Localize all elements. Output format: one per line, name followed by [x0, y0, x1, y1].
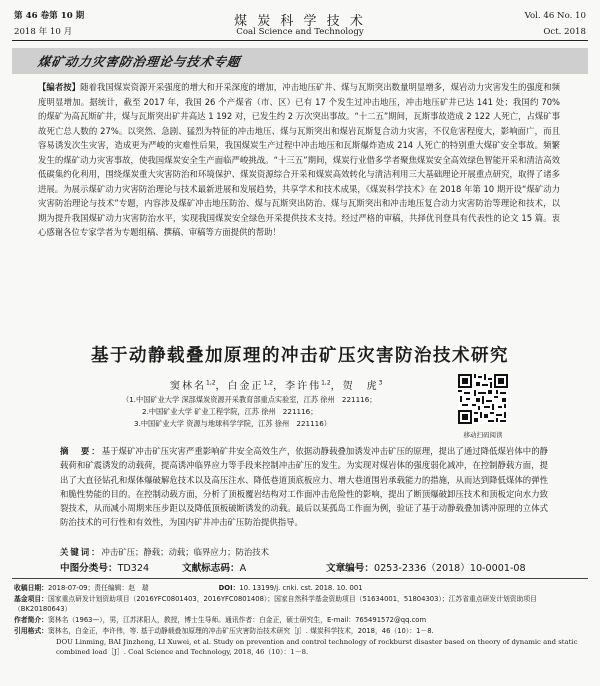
feature-banner-title: 煤矿动力灾害防治理论与技术专题 — [36, 54, 242, 69]
footnote-fund — [14, 594, 588, 615]
fund-label: 基金项目： — [14, 595, 48, 603]
footnote-citation-cn — [14, 626, 588, 636]
doi-label: DOI： — [218, 584, 240, 592]
author-separator: ， — [273, 381, 286, 392]
feature-banner — [12, 48, 588, 74]
article-no-label: 文章编号： — [326, 563, 374, 574]
header-date-cn: 2018 年 10 月 — [14, 27, 73, 37]
doc-code-label: 文献标志码： — [182, 563, 240, 574]
citation-label: 引用格式： — [14, 627, 48, 635]
qr-code-icon[interactable] — [458, 374, 508, 424]
author-bio-label: 作者简介： — [14, 616, 48, 624]
doc-code-value: A — [239, 563, 247, 574]
doi-value[interactable]: 10. 13199/j. cnki. cst. 2018. 10. 001 — [239, 584, 363, 592]
editor-note-tag: 【编者按】 — [38, 82, 81, 92]
affiliation-3: 3.中国矿业大学 资源与地球科学学院，江苏 徐州 221116） — [134, 419, 331, 428]
author-name: 李许伟 — [285, 381, 322, 392]
author-separator: ， — [330, 381, 343, 392]
header-journal-cn: 煤 炭 科 学 技 术 — [234, 14, 366, 29]
author-affiliation-mark: 1,2 — [263, 379, 274, 387]
author-separator: ， — [215, 381, 228, 392]
clc-number — [60, 560, 149, 574]
affiliation-2: 2.中国矿业大学 矿业工程学院，江苏 徐州 221116； — [142, 407, 318, 416]
abstract-label: 摘 要： — [60, 446, 102, 456]
header-volume-issue-en: Vol. 46 No. 10 — [524, 11, 586, 21]
affiliation-1: （1.中国矿业大学 深部煤炭资源开采教育部重点实验室，江苏 徐州 221116； — [122, 395, 377, 404]
abstract — [60, 444, 548, 530]
received-label: 收稿日期： — [14, 584, 48, 592]
author-name: 窦林名 — [170, 381, 206, 392]
article-title: 基于动静载叠加原理的冲击矿压灾害防治技术研究 — [91, 346, 509, 366]
clc-label: 中图分类号： — [60, 563, 118, 574]
article-no-value: 0253-2336（2018）10-0001-08 — [373, 563, 526, 574]
author-name: 贺 虎 — [342, 381, 379, 392]
author-bio-value: 窦林名（1963—），男，江苏沭阳人，教授，博士生导师。通讯作者：白金正，硕士研究生，E-mail：765491572@qq.com — [47, 616, 427, 624]
citation-cn-value: 窦林名，白金正，李许伟，等. 基于动静载叠加原理的冲击矿压灾害防治技术研究［J］. 煤炭科学技术，2018，46（10）：1－8. — [47, 627, 434, 635]
qr-caption: 移动扫码阅读 — [463, 431, 503, 439]
footnote-author — [14, 615, 588, 625]
fund-value: 国家重点研发计划资助项目（2016YFC0801403，2016YFC0801408）；国家自然科学基金资助项目（51634001，51804303）；江苏省重点研发计划资助项目（BK20180643） — [14, 595, 537, 614]
article-number — [326, 560, 526, 574]
author-list — [170, 377, 470, 392]
keywords — [60, 546, 548, 558]
author-affiliation-mark: 3 — [378, 379, 383, 387]
header-rule — [12, 40, 588, 41]
keywords-body: 冲击矿压；静载；动载；临界应力；防治技术 — [101, 547, 269, 557]
editor-note-body: 随着我国煤炭资源开采强度的增大和开采深度的增加，冲击地压矿井、煤与瓦斯突出数量明显增多，煤岩动力灾害发生的强度和频度明显增加。据统计，截至 2017 年，我国 26 个产煤省（市、区）已有 17 个发生过冲击地压，冲击地压矿井已达 141 处；我国约 70% 的煤矿为高瓦斯矿井，煤与瓦斯突出矿井高达 1 192 对，已发生约 2 万次突出事故。“十二五”期间，瓦斯事故造成 2 122 人死亡，占煤矿事故死亡总人数的 27%。以突然、急剧、猛烈为特征的冲击地压、煤与瓦斯突出和煤岩瓦斯复合动力灾害，不仅危害程度大，影响面广，而且容易诱发次生灾害，造成更为严峻的灾难性后果，我国煤炭生产过程中冲击地压和瓦斯爆炸造成 214 人死亡的特别重大煤矿安全事故。频繁发生的煤矿动力灾害事故，使我国煤炭安全生产面临严峻挑战。“十三五”期间，煤炭行业借多学者聚焦煤炭安全高效绿色智能开采和清洁高效低碳集约化利用，围绕煤炭重大灾害防治和环境保护、煤炭资源综合开采和煤炭高效转化与清洁利用三大基础理论开展重点研究，取得了诸多进展。为展示煤矿动力灾害防治理论与技术最新进展和发展趋势，共享学术和技术成果，《煤炭科学技术》在 2018 年第 10 期开设“煤矿动力灾害防治理论与技术”专题，内容涉及煤矿冲击地压防治、煤与瓦斯突出防治、煤与瓦斯突出和冲击地压复合动力灾害防治等理论和技术，以期为提升我国煤矿动力灾害防治水平，实现我国煤炭安全绿色开采提供技术支持。经过严格的审稿，共择优刊登具有代表性的论文 15 篇。衷心感谢各位专家学者为专题组稿、撰稿、审稿等方面提供的帮助！ — [38, 82, 561, 237]
document-code — [182, 560, 246, 574]
editor-note — [38, 80, 560, 240]
author-affiliation-mark: 1,2 — [321, 379, 331, 387]
header-volume-issue-cn: 第 46 卷第 10 期 — [14, 11, 85, 21]
received-value: 2018-07-09；责任编辑：赵 瑞 — [47, 584, 149, 592]
footnote-citation-en: DOU Linming, BAI Jinzheng, LI Xuwei, et al. Study on prevention and control technology of rockburst disaster based on theory of dynamic and static combined load［J］. Coal Science and Technology, 2018, 46（10）：1－8. — [56, 638, 578, 657]
header-date-en: Oct. 2018 — [543, 27, 586, 37]
footnote-received — [14, 583, 588, 593]
keywords-label: 关键词： — [60, 547, 102, 557]
author-affiliation-mark: 1,2 — [206, 379, 216, 387]
author-name: 白金正 — [227, 381, 264, 392]
footnote-rule — [12, 578, 588, 579]
clc-value: TD324 — [117, 563, 150, 574]
header-journal-en: Coal Science and Technology — [236, 27, 364, 37]
abstract-body: 基于煤矿冲击矿压灾害严重影响矿井安全高效生产，依据动静载叠加诱发冲击矿压的原理，提出了通过降低煤岩体中的静载荷和矿震诱发的动载荷，提高诱冲临界应力等手段来控制冲击矿压的发生。为实现对煤岩体的强度弱化减冲，在控制静载方面，提出了大直径钻孔和煤体爆破解危技术以及高压注水、降低巷道顶底板应力、增大巷道围岩承载能力的措施，从而达到降低煤体的弹性和脆性势能的目的。在控制动载方面，分析了顶板覆岩结构对工作面冲击危险性的影响，提出了断顶爆破卸压技术和顶板定向水力致裂技术，从而减小周期来压步距以及降低顶板破断诱发的动载。最后以某孤岛工作面为例，验证了基于动静载叠加诱冲原理的立体式防治技术的可行性和有效性，为国内矿井冲击矿压防治提供指导。 — [60, 446, 548, 528]
